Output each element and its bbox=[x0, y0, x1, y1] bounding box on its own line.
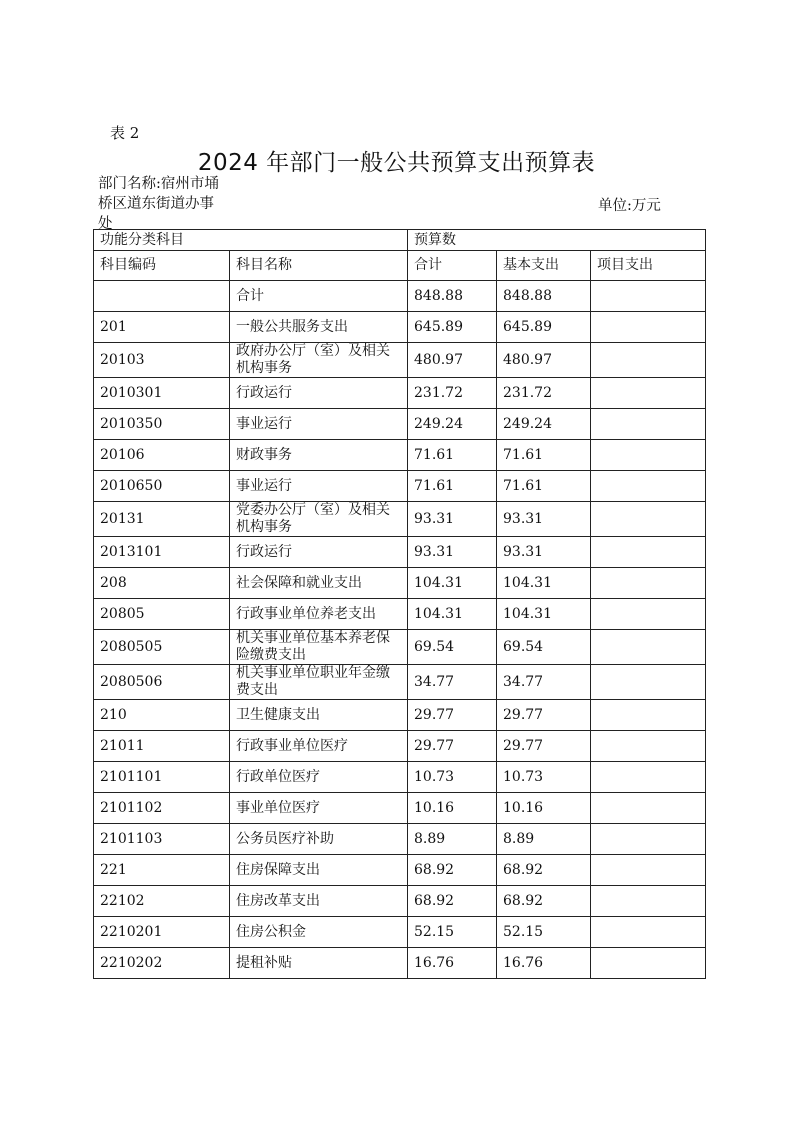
cell-code: 20103 bbox=[94, 343, 230, 378]
page-title: 2024 年部门一般公共预算支出预算表 bbox=[197, 150, 596, 176]
cell-name: 党委办公厅（室）及相关机构事务 bbox=[230, 502, 408, 537]
table-number-label: 表 2 bbox=[110, 124, 140, 142]
cell-code: 2101103 bbox=[94, 824, 230, 855]
cell-code: 21011 bbox=[94, 731, 230, 762]
table-row bbox=[94, 824, 706, 855]
cell-name: 行政事业单位医疗 bbox=[230, 731, 408, 762]
table-row bbox=[94, 855, 706, 886]
cell-name: 提租补贴 bbox=[230, 948, 408, 979]
cell-name: 合计 bbox=[230, 281, 408, 312]
cell-project bbox=[591, 471, 706, 502]
cell-code: 2101102 bbox=[94, 793, 230, 824]
cell-project bbox=[591, 700, 706, 731]
cell-name: 财政事务 bbox=[230, 440, 408, 471]
cell-total: 93.31 bbox=[408, 502, 497, 537]
table-row bbox=[94, 599, 706, 630]
table-row bbox=[94, 917, 706, 948]
cell-basic: 10.16 bbox=[497, 793, 591, 824]
cell-code: 201 bbox=[94, 312, 230, 343]
cell-project bbox=[591, 824, 706, 855]
cell-basic: 8.89 bbox=[497, 824, 591, 855]
table-row bbox=[94, 700, 706, 731]
table-row bbox=[94, 948, 706, 979]
cell-name: 机关事业单位职业年金缴费支出 bbox=[230, 665, 408, 700]
cell-basic: 93.31 bbox=[497, 537, 591, 568]
header-code: 科目编码 bbox=[94, 251, 230, 281]
cell-total: 231.72 bbox=[408, 378, 497, 409]
cell-basic: 104.31 bbox=[497, 568, 591, 599]
cell-code: 20131 bbox=[94, 502, 230, 537]
header-row-columns bbox=[94, 251, 706, 281]
cell-basic: 52.15 bbox=[497, 917, 591, 948]
cell-basic: 249.24 bbox=[497, 409, 591, 440]
table-row bbox=[94, 281, 706, 312]
cell-code: 2210201 bbox=[94, 917, 230, 948]
cell-name: 事业运行 bbox=[230, 471, 408, 502]
cell-project bbox=[591, 855, 706, 886]
cell-code bbox=[94, 281, 230, 312]
cell-project bbox=[591, 948, 706, 979]
table-row bbox=[94, 343, 706, 378]
cell-total: 71.61 bbox=[408, 440, 497, 471]
cell-name: 行政运行 bbox=[230, 537, 408, 568]
cell-code: 22102 bbox=[94, 886, 230, 917]
cell-name: 行政运行 bbox=[230, 378, 408, 409]
header-project: 项目支出 bbox=[591, 251, 706, 281]
cell-name: 住房保障支出 bbox=[230, 855, 408, 886]
cell-code: 2010350 bbox=[94, 409, 230, 440]
cell-code: 221 bbox=[94, 855, 230, 886]
cell-name: 行政单位医疗 bbox=[230, 762, 408, 793]
department-name: 部门名称:宿州市埇桥区道东街道办事处 bbox=[98, 176, 219, 232]
cell-code: 2010650 bbox=[94, 471, 230, 502]
cell-project bbox=[591, 665, 706, 700]
cell-total: 29.77 bbox=[408, 731, 497, 762]
cell-project bbox=[591, 630, 706, 665]
cell-basic: 645.89 bbox=[497, 312, 591, 343]
cell-total: 16.76 bbox=[408, 948, 497, 979]
cell-total: 10.16 bbox=[408, 793, 497, 824]
header-budget-amount: 预算数 bbox=[408, 230, 706, 251]
table-row bbox=[94, 312, 706, 343]
header-name: 科目名称 bbox=[230, 251, 408, 281]
cell-total: 68.92 bbox=[408, 855, 497, 886]
cell-total: 249.24 bbox=[408, 409, 497, 440]
cell-basic: 848.88 bbox=[497, 281, 591, 312]
cell-project bbox=[591, 440, 706, 471]
cell-code: 208 bbox=[94, 568, 230, 599]
cell-project bbox=[591, 343, 706, 378]
table-row bbox=[94, 630, 706, 665]
table-row bbox=[94, 502, 706, 537]
table-row bbox=[94, 409, 706, 440]
cell-total: 8.89 bbox=[408, 824, 497, 855]
cell-total: 68.92 bbox=[408, 886, 497, 917]
cell-total: 52.15 bbox=[408, 917, 497, 948]
cell-project bbox=[591, 409, 706, 440]
cell-basic: 69.54 bbox=[497, 630, 591, 665]
header-functional-classification: 功能分类科目 bbox=[94, 230, 408, 251]
cell-project bbox=[591, 378, 706, 409]
cell-name: 行政事业单位养老支出 bbox=[230, 599, 408, 630]
cell-total: 69.54 bbox=[408, 630, 497, 665]
cell-basic: 29.77 bbox=[497, 731, 591, 762]
cell-total: 104.31 bbox=[408, 568, 497, 599]
cell-total: 29.77 bbox=[408, 700, 497, 731]
cell-project bbox=[591, 312, 706, 343]
cell-basic: 10.73 bbox=[497, 762, 591, 793]
cell-name: 住房公积金 bbox=[230, 917, 408, 948]
cell-project bbox=[591, 762, 706, 793]
table-row bbox=[94, 471, 706, 502]
cell-code: 210 bbox=[94, 700, 230, 731]
cell-name: 卫生健康支出 bbox=[230, 700, 408, 731]
cell-name: 机关事业单位基本养老保险缴费支出 bbox=[230, 630, 408, 665]
cell-basic: 231.72 bbox=[497, 378, 591, 409]
cell-basic: 29.77 bbox=[497, 700, 591, 731]
cell-project bbox=[591, 599, 706, 630]
cell-total: 848.88 bbox=[408, 281, 497, 312]
cell-basic: 68.92 bbox=[497, 886, 591, 917]
header-row-group bbox=[94, 230, 706, 251]
cell-name: 公务员医疗补助 bbox=[230, 824, 408, 855]
cell-code: 2080505 bbox=[94, 630, 230, 665]
cell-basic: 34.77 bbox=[497, 665, 591, 700]
cell-project bbox=[591, 502, 706, 537]
table-row bbox=[94, 793, 706, 824]
cell-project bbox=[591, 886, 706, 917]
table-row bbox=[94, 731, 706, 762]
cell-code: 2013101 bbox=[94, 537, 230, 568]
cell-total: 10.73 bbox=[408, 762, 497, 793]
cell-basic: 480.97 bbox=[497, 343, 591, 378]
cell-basic: 16.76 bbox=[497, 948, 591, 979]
cell-code: 20805 bbox=[94, 599, 230, 630]
cell-name: 住房改革支出 bbox=[230, 886, 408, 917]
cell-total: 34.77 bbox=[408, 665, 497, 700]
cell-total: 480.97 bbox=[408, 343, 497, 378]
cell-basic: 104.31 bbox=[497, 599, 591, 630]
cell-project bbox=[591, 537, 706, 568]
cell-basic: 71.61 bbox=[497, 440, 591, 471]
cell-basic: 71.61 bbox=[497, 471, 591, 502]
table-row bbox=[94, 762, 706, 793]
unit-label: 单位:万元 bbox=[598, 198, 661, 214]
cell-project bbox=[591, 568, 706, 599]
cell-total: 104.31 bbox=[408, 599, 497, 630]
cell-code: 20106 bbox=[94, 440, 230, 471]
header-basic: 基本支出 bbox=[497, 251, 591, 281]
cell-code: 2210202 bbox=[94, 948, 230, 979]
cell-code: 2101101 bbox=[94, 762, 230, 793]
cell-project bbox=[591, 281, 706, 312]
cell-project bbox=[591, 917, 706, 948]
table-row bbox=[94, 537, 706, 568]
header-total: 合计 bbox=[408, 251, 497, 281]
cell-name: 一般公共服务支出 bbox=[230, 312, 408, 343]
table-row bbox=[94, 568, 706, 599]
cell-name: 事业单位医疗 bbox=[230, 793, 408, 824]
table-row bbox=[94, 665, 706, 700]
cell-basic: 68.92 bbox=[497, 855, 591, 886]
cell-total: 645.89 bbox=[408, 312, 497, 343]
table-row bbox=[94, 440, 706, 471]
cell-code: 2010301 bbox=[94, 378, 230, 409]
cell-project bbox=[591, 731, 706, 762]
budget-table bbox=[93, 229, 706, 979]
cell-name: 社会保障和就业支出 bbox=[230, 568, 408, 599]
cell-total: 93.31 bbox=[408, 537, 497, 568]
cell-project bbox=[591, 793, 706, 824]
cell-code: 2080506 bbox=[94, 665, 230, 700]
cell-basic: 93.31 bbox=[497, 502, 591, 537]
cell-name: 政府办公厅（室）及相关机构事务 bbox=[230, 343, 408, 378]
table-row bbox=[94, 378, 706, 409]
cell-name: 事业运行 bbox=[230, 409, 408, 440]
table-row bbox=[94, 886, 706, 917]
cell-total: 71.61 bbox=[408, 471, 497, 502]
